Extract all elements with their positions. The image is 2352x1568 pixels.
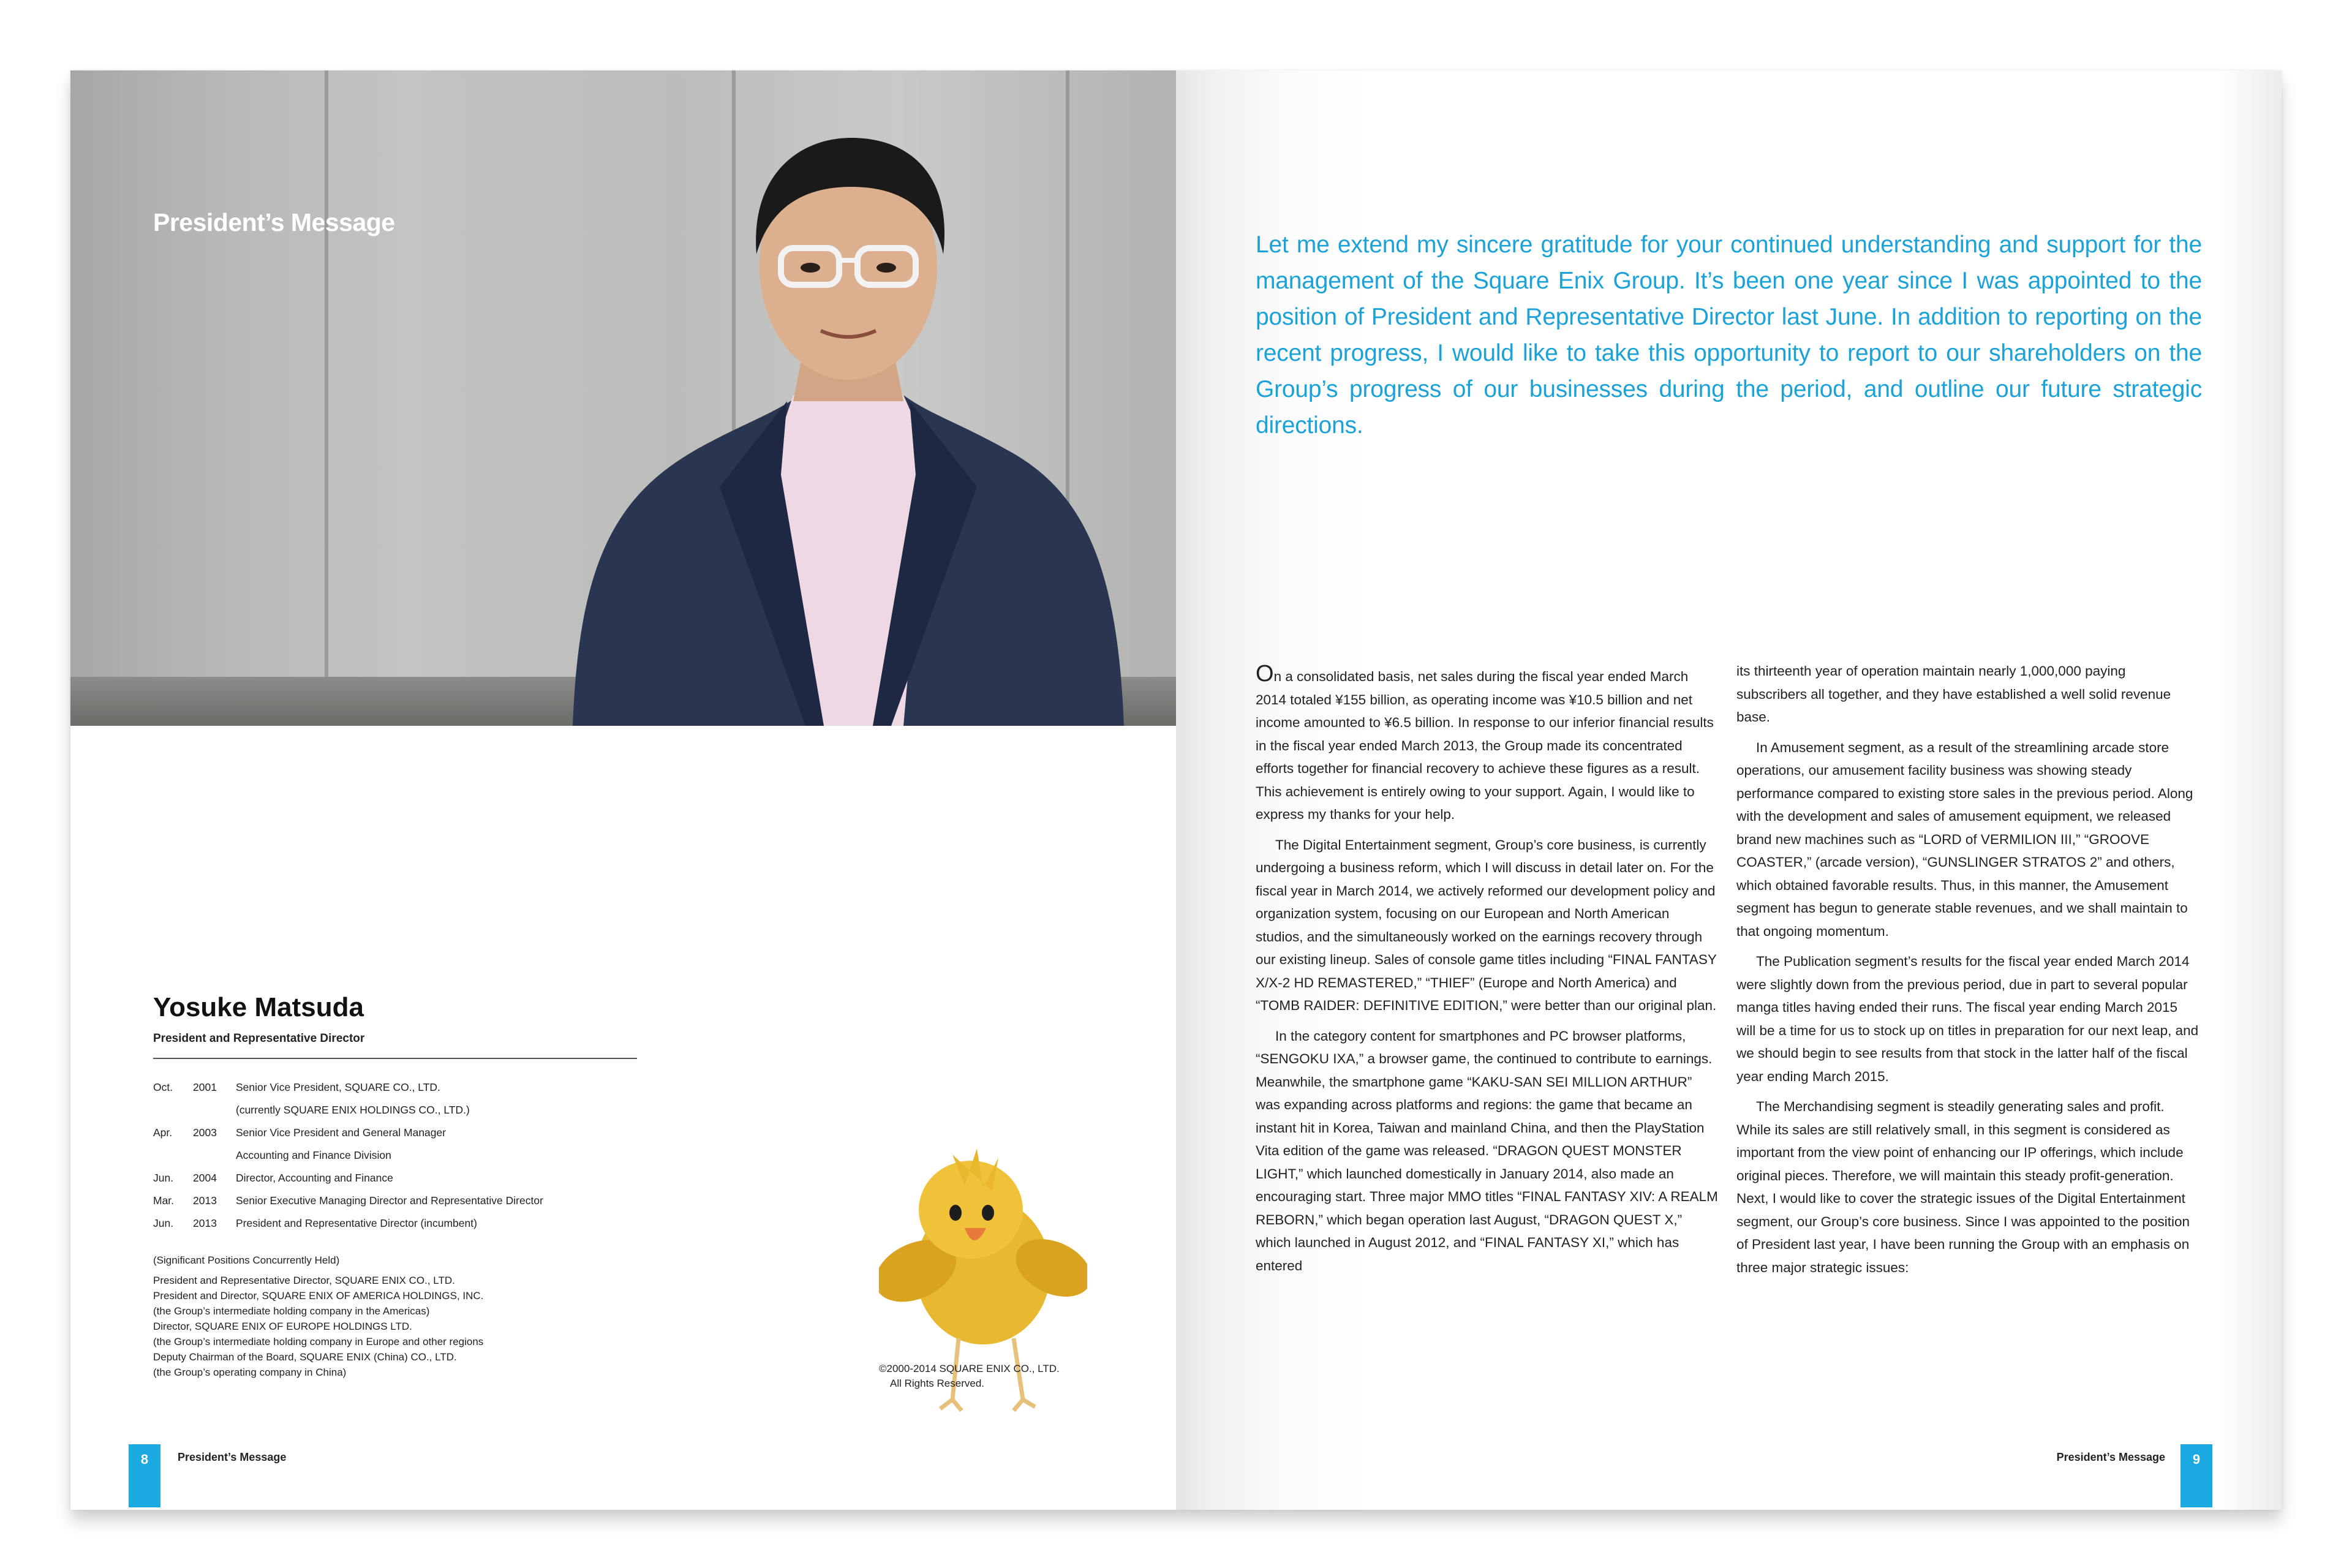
significant-positions — [153, 1253, 483, 1380]
sig-line: President and Representative Director, SQUARE ENIX CO., LTD. — [153, 1275, 455, 1286]
sig-heading: (Significant Positions Concurrently Held) — [153, 1254, 340, 1266]
president-name: Yosuke Matsuda — [153, 992, 364, 1022]
career-text: Senior Vice President and General Manager — [236, 1126, 447, 1139]
career-month: Apr. — [153, 1126, 173, 1139]
page-number-tab — [2180, 1444, 2212, 1507]
career-year: 2013 — [193, 1217, 217, 1229]
divider — [153, 1058, 637, 1059]
career-month: Mar. — [153, 1194, 175, 1207]
wall-seam — [325, 70, 328, 726]
paragraph: The Publication segment’s results for the fiscal year ended March 2014 were slightly down from the previous period, due in part to several popular manga titles having ended their runs. The fiscal year ending March 2015 will be a time for us to stock up on titles in preparation for our next leap, and we should begin to see results from that stock in the latter half of the fiscal year ending March 2015. — [1736, 954, 2199, 1084]
career-year: 2013 — [193, 1194, 217, 1207]
paragraph: In Amusement segment, as a result of the streamlining arcade store operations, our amusement facility business was showing steady performance compared to existing store sales in the previous period. Along with the development and sales of amusement equipment, we released brand new machines such as “LORD of VERMILION III,” “GROOVE COASTER,” (arcade version), “GUNSLINGER STRATOS 2” and others, which obtained favorable results. Thus, in this manner, the Amusement segment has begun to generate stable revenues, and we shall maintain to that ongoing momentum. — [1736, 739, 2193, 939]
career-month: Jun. — [153, 1172, 174, 1184]
career-month: Jun. — [153, 1217, 174, 1229]
lead-paragraph: Let me extend my sincere gratitude for your continued understanding and support for the management of the Square Enix Group. It’s been one year since I was appointed to the position of President and Representative Director last June. In addition to reporting on the recent progress, I would like to take this opportunity to report to our shareholders on the Group’s progress of our businesses during the period, and outline our future strategic directions. — [1256, 232, 2202, 439]
page-number: 9 — [2192, 1452, 2201, 1467]
drop-cap: O — [1256, 661, 1274, 687]
body-column-2 — [1736, 660, 2199, 1286]
paragraph — [1256, 661, 1718, 826]
copyright-line: All Rights Reserved. — [890, 1378, 985, 1389]
paragraph: In the category content for smartphones and PC browser platforms, “SENGOKU IXA,” a browser game, the continued to contribute to earnings. Meanwhile, the smartphone game “KAKU-SAN SEI MILLION ARTHUR” was expanding across platforms and regions: the game that became an instant hit in Korea, Taiwan and mainland China, and then the PlayStation Vita edition of the game was released. “DRAGON QUEST MONSTER LIGHT,” which launched domestically in January 2014, also made an encouraging start. Three major MMO titles “FINAL FANTASY XIV: A REALM REBORN,” which began operation last August, “DRAGON QUEST X,” which launched in August 2012, and “FINAL FANTASY XI,” which has entered — [1256, 1028, 1718, 1273]
sig-line: Deputy Chairman of the Board, SQUARE ENIX (China) CO., LTD. — [153, 1351, 457, 1363]
left-page — [70, 70, 1176, 1510]
section-title: President’s Message — [153, 208, 395, 236]
career-month: Oct. — [153, 1081, 173, 1093]
footer-label: President’s Message — [2056, 1451, 2165, 1463]
career-text: President and Representative Director (incumbent) — [236, 1217, 477, 1229]
paragraph: The Digital Entertainment segment, Group’s core business, is currently undergoing a business reform, which I will discuss in detail later on. For the fiscal year in March 2014, we actively reformed our development policy and organization system, focusing on our European and North American studios, and the simultaneously worked on the earnings recovery through our existing lineup. Sales of console game titles including “FINAL FANTASY X/X-2 HD REMASTERED,” “THIEF” (Europe and North America) and “TOMB RAIDER: DEFINITIVE EDITION,” were better than our original plan. — [1256, 837, 1717, 1013]
copyright-line: ©2000-2014 SQUARE ENIX CO., LTD. — [879, 1363, 1060, 1374]
president-figure — [536, 107, 1148, 726]
sig-line: (the Group’s operating company in China) — [153, 1366, 347, 1378]
portrait-photo — [70, 70, 1176, 726]
career-year: 2003 — [193, 1126, 217, 1139]
president-title: President and Representative Director — [153, 1032, 365, 1045]
career-year: 2004 — [193, 1172, 217, 1184]
footer-label: President’s Message — [178, 1451, 287, 1463]
paragraph-text: n a consolidated basis, net sales during the fiscal year ended March 2014 totaled ¥155 billion, as operating income was ¥10.5 billion and net income amounted to ¥6.5 billion. In response to our inferior financial results in the fiscal year ended March 2013, the Group made its concentrated efforts together for financial recovery to achieve these figures as a result. This achievement is entirely owing to your support. Again, I would like to express my thanks for your help. — [1256, 669, 1714, 822]
career-text: Senior Vice President, SQUARE CO., LTD. — [236, 1081, 440, 1093]
sig-line: (the Group’s intermediate holding company in Europe and other regions — [153, 1336, 484, 1348]
paragraph: its thirteenth year of operation maintain nearly 1,000,000 paying subscribers all together, and they have established a well solid revenue base. — [1736, 663, 2171, 725]
right-page — [1176, 70, 2282, 1510]
career-text: Director, Accounting and Finance — [236, 1172, 393, 1184]
sig-line: (the Group’s intermediate holding company in the Americas) — [153, 1305, 430, 1317]
magazine-spread — [70, 70, 2282, 1510]
sig-line: President and Director, SQUARE ENIX OF AMERICA HOLDINGS, INC. — [153, 1290, 484, 1302]
career-text: Senior Executive Managing Director and Representative Director — [236, 1194, 543, 1207]
career-text: (currently SQUARE ENIX HOLDINGS CO., LTD.) — [236, 1104, 470, 1116]
career-year: 2001 — [193, 1081, 217, 1093]
paragraph: The Merchandising segment is steadily generating sales and profit. While its sales are still relatively small, in this segment is considered as important from the view point of enhancing our IP offerings, which include original pieces. Therefore, we will maintain this steady profit-generation. Next, I would like to cover the strategic issues of the Digital Entertainment segment, our Group’s core business. Since I was appointed to the position of President last year, I have been running the Group with an emphasis on three major strategic issues: — [1736, 1099, 2190, 1275]
page-number: 8 — [140, 1452, 149, 1467]
career-text: Accounting and Finance Division — [236, 1149, 391, 1161]
page-number-tab — [129, 1444, 160, 1507]
body-column-1 — [1256, 661, 1718, 1284]
copyright-notice — [879, 1362, 1060, 1391]
sig-line: Director, SQUARE ENIX OF EUROPE HOLDINGS LTD. — [153, 1321, 412, 1332]
